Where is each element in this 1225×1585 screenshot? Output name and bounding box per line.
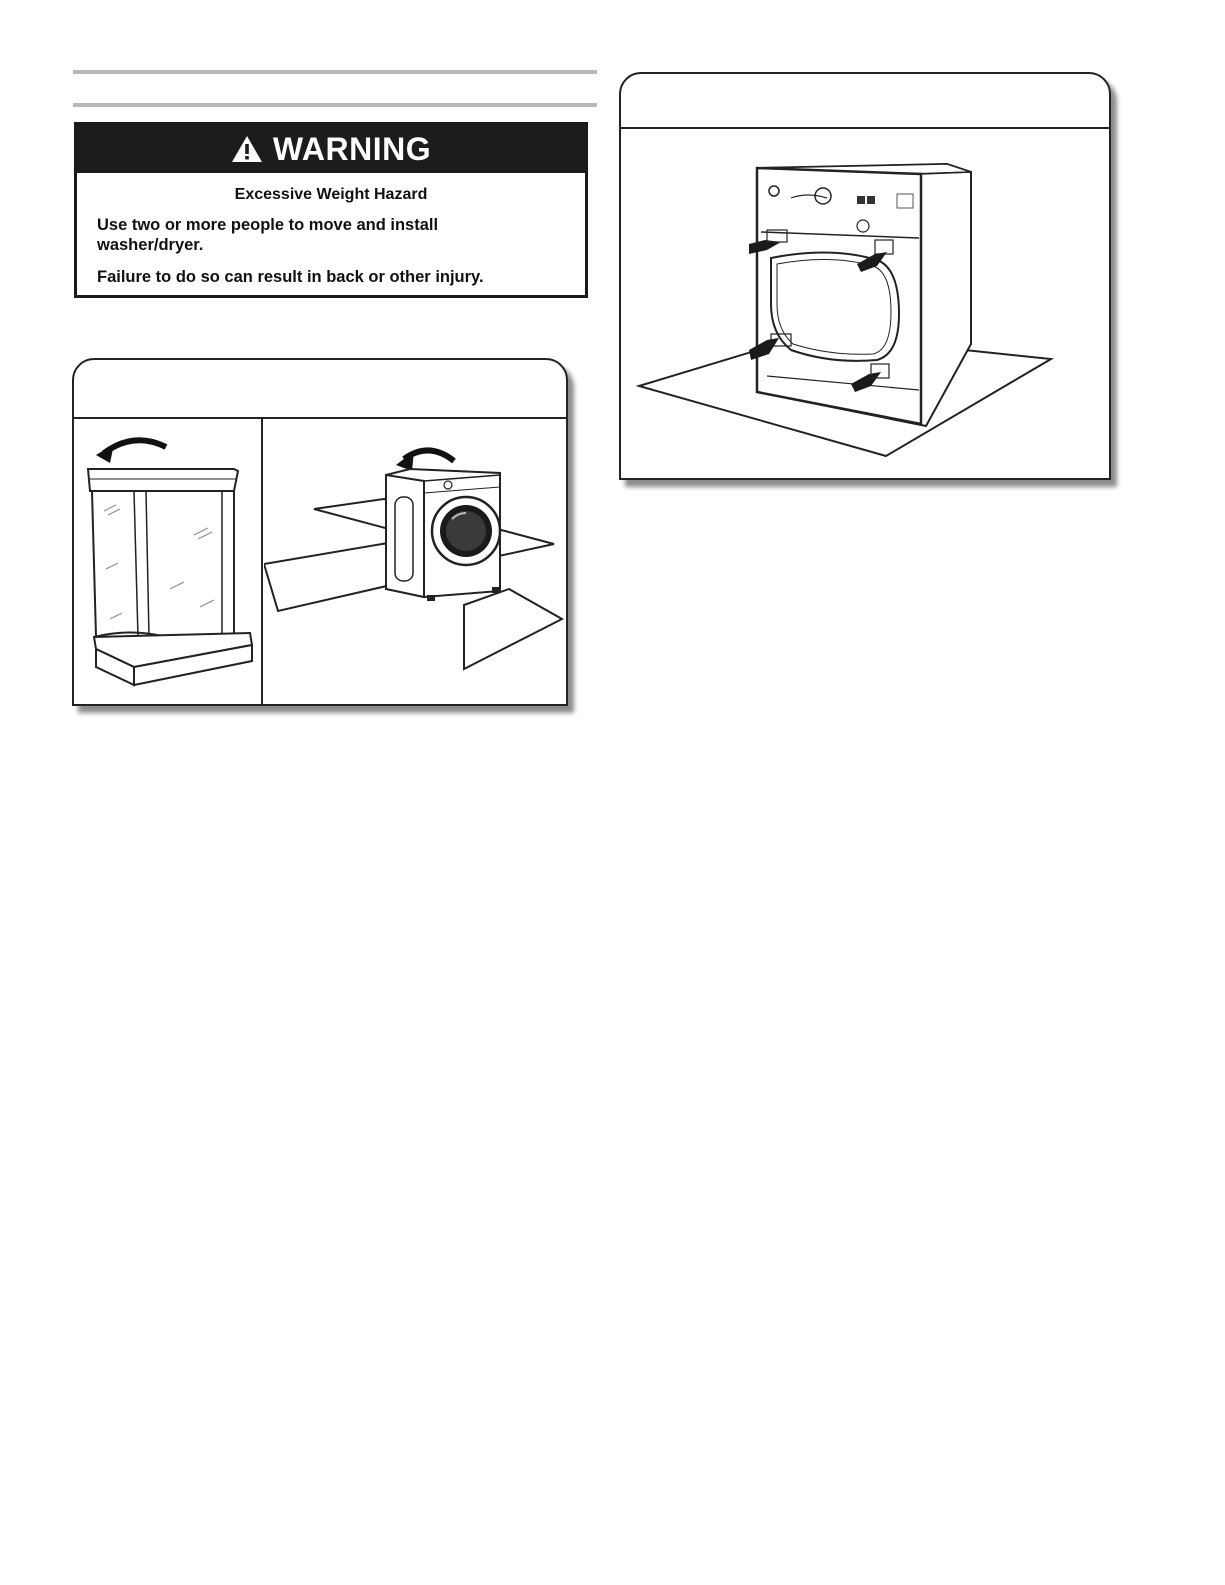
warning-text-line-1: Use two or more people to move and install <box>97 216 439 234</box>
warning-triangle-icon <box>231 135 263 163</box>
figure-divider <box>261 417 263 704</box>
figure-panel-shipping-bolts <box>619 72 1111 480</box>
figure-panel-header <box>74 360 566 419</box>
rear-shipping-bolts-illustration <box>631 154 1061 464</box>
section-rule-top <box>73 70 597 74</box>
warning-text-line-3: Failure to do so can result in back or other injury. <box>97 268 484 286</box>
section-rule-bottom <box>73 103 597 107</box>
figure-panel-unpacking <box>72 358 568 706</box>
hazard-title: Excessive Weight Hazard <box>234 186 428 203</box>
crated-unit-illustration <box>74 419 260 704</box>
warning-header <box>77 125 585 173</box>
warning-text-line-2: washer/dryer. <box>97 236 204 254</box>
figure-panel-header <box>621 74 1109 129</box>
warning-label: WARNING <box>272 130 432 167</box>
unit-on-cardboard-illustration <box>264 419 566 704</box>
warning-box <box>74 122 588 298</box>
